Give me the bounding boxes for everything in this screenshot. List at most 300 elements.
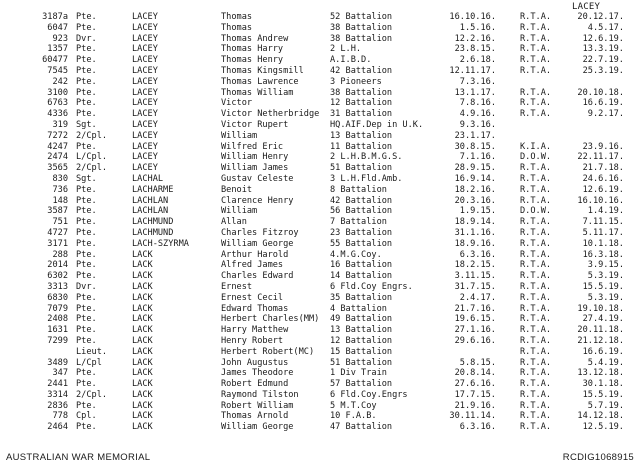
- enlistment-date: 7.3.16.: [459, 76, 496, 87]
- enlistment-date: 21.9.16.: [454, 400, 496, 411]
- table-row: [0, 120, 640, 131]
- service-number: 3313: [47, 281, 68, 292]
- table-row: [0, 260, 640, 271]
- table-row: [0, 44, 640, 55]
- rank: Pte.: [76, 184, 97, 195]
- fate: R.T.A.: [520, 357, 552, 368]
- rank: Lieut.: [76, 346, 108, 357]
- rank: Pte.: [76, 12, 97, 22]
- enlistment-date: 16.9.14.: [454, 173, 496, 184]
- table-row: [0, 98, 640, 109]
- unit: 7 Battalion: [330, 217, 387, 228]
- fate-date: 20.11.18.: [577, 325, 624, 336]
- surname: LACHLAN: [132, 206, 169, 217]
- rank: Pte.: [76, 400, 97, 411]
- fate: R.T.A.: [520, 368, 552, 379]
- surname: LACEY: [132, 119, 158, 130]
- fate: R.T.A.: [520, 173, 552, 184]
- rank: Pte.: [76, 44, 97, 55]
- rank: Pte.: [76, 55, 97, 66]
- surname: LACEY: [132, 65, 158, 76]
- given-names: Thomas Andrew: [221, 33, 289, 44]
- fate-date: 5.3.19.: [587, 271, 624, 282]
- surname: LACK: [132, 271, 153, 282]
- rank: Pte.: [76, 325, 97, 336]
- surname: LACK: [132, 335, 153, 346]
- fate-date: 30.1.18.: [582, 379, 624, 390]
- fate-date: 16.10.16.: [577, 195, 624, 206]
- rank: Pte.: [76, 303, 97, 314]
- fate: D.O.W.: [520, 206, 552, 217]
- unit: 38 Battalion: [330, 87, 393, 98]
- given-names: John Augustus: [221, 357, 289, 368]
- table-row: [0, 271, 640, 282]
- given-names: Victor Netherbridge: [221, 109, 320, 120]
- unit: 1 Div Train: [330, 368, 387, 379]
- fate-date: 4.5.17.: [587, 22, 624, 33]
- rank: Pte.: [76, 98, 97, 109]
- service-number: 6830: [47, 292, 68, 303]
- rank: Pte.: [76, 271, 97, 282]
- rank: 2/Cpl.: [76, 130, 108, 141]
- page-header-surname: LACEY: [572, 2, 601, 12]
- fate: R.T.A.: [520, 271, 552, 282]
- surname: LACK: [132, 292, 153, 303]
- rank: Pte.: [76, 22, 97, 33]
- rank: Pte.: [76, 65, 97, 76]
- enlistment-date: 28.9.15.: [454, 163, 496, 174]
- table-row: [0, 77, 640, 88]
- table-row: [0, 401, 640, 412]
- fate-date: 12.6.19.: [582, 184, 624, 195]
- unit: 13 Battalion: [330, 130, 393, 141]
- rank: Pte.: [76, 227, 97, 238]
- enlistment-date: 30.8.15.: [454, 141, 496, 152]
- service-number: 3187a: [42, 12, 68, 22]
- unit: 35 Battalion: [330, 292, 393, 303]
- surname: LACK: [132, 314, 153, 325]
- rank: Pte.: [76, 314, 97, 325]
- fate-date: 19.10.18.: [577, 303, 624, 314]
- given-names: Gustav Celeste: [221, 173, 294, 184]
- unit: 11 Battalion: [330, 141, 393, 152]
- unit: HQ.AIF.Dep in U.K.: [330, 119, 424, 130]
- fate-date: 20.10.18.: [577, 87, 624, 98]
- fate-date: 5.3.19.: [587, 292, 624, 303]
- rank: L/Cpl.: [76, 152, 108, 163]
- enlistment-date: 18.2.15.: [454, 260, 496, 271]
- surname: LACK: [132, 260, 153, 271]
- enlistment-date: 7.1.16.: [459, 152, 496, 163]
- enlistment-date: 7.8.16.: [459, 98, 496, 109]
- enlistment-date: 23.1.17.: [454, 130, 496, 141]
- fate-date: 7.11.15.: [582, 217, 624, 228]
- table-row: [0, 239, 640, 250]
- nominal-roll-list: [0, 12, 640, 433]
- table-row: [0, 12, 640, 23]
- surname: LACHMUND: [132, 227, 174, 238]
- fate-date: 27.4.19.: [582, 314, 624, 325]
- fate: R.T.A.: [520, 98, 552, 109]
- surname: LACEY: [132, 87, 158, 98]
- service-number: 60477: [42, 55, 68, 66]
- rank: Pte.: [76, 206, 97, 217]
- surname: LACEY: [132, 33, 158, 44]
- table-row: [0, 293, 640, 304]
- service-number: 4336: [47, 109, 68, 120]
- enlistment-date: 21.7.16.: [454, 303, 496, 314]
- table-row: [0, 314, 640, 325]
- unit: 57 Battalion: [330, 379, 393, 390]
- service-number: 2474: [47, 152, 68, 163]
- service-number: 7272: [47, 130, 68, 141]
- fate: R.T.A.: [520, 422, 552, 433]
- surname: LACEY: [132, 163, 158, 174]
- table-row: [0, 142, 640, 153]
- rank: Dvr.: [76, 281, 97, 292]
- unit: 12 Battalion: [330, 98, 393, 109]
- rank: Pte.: [76, 238, 97, 249]
- unit: 4 Battalion: [330, 303, 387, 314]
- unit: 51 Battalion: [330, 357, 393, 368]
- surname: LACHARME: [132, 184, 174, 195]
- enlistment-date: 20.8.14.: [454, 368, 496, 379]
- service-number: 2014: [47, 260, 68, 271]
- fate-date: 23.9.16.: [582, 141, 624, 152]
- surname: LACK: [132, 346, 153, 357]
- unit: 12 Battalion: [330, 335, 393, 346]
- unit: 13 Battalion: [330, 325, 393, 336]
- service-number: 319: [52, 119, 68, 130]
- surname: LACEY: [132, 44, 158, 55]
- unit: A.I.B.D.: [330, 55, 372, 66]
- fate: R.T.A.: [520, 389, 552, 400]
- fate: R.T.A.: [520, 314, 552, 325]
- rank: Pte.: [76, 109, 97, 120]
- table-row: [0, 411, 640, 422]
- surname: LACHLAN: [132, 195, 169, 206]
- given-names: Herbert Charles(MM): [221, 314, 320, 325]
- enlistment-date: 1.5.16.: [459, 22, 496, 33]
- service-number: 3100: [47, 87, 68, 98]
- unit: 15 Battalion: [330, 346, 393, 357]
- service-number: 3314: [47, 389, 68, 400]
- fate: K.I.A.: [520, 141, 552, 152]
- enlistment-date: 16.10.16.: [449, 12, 496, 22]
- fate: R.T.A.: [520, 33, 552, 44]
- given-names: William George: [221, 238, 294, 249]
- enlistment-date: 4.9.16.: [459, 109, 496, 120]
- given-names: Robert William: [221, 400, 294, 411]
- institution-label: AUSTRALIAN WAR MEMORIAL: [6, 452, 151, 463]
- fate: R.T.A.: [520, 109, 552, 120]
- given-names: Edward Thomas: [221, 303, 289, 314]
- unit: 51 Battalion: [330, 163, 393, 174]
- given-names: Charles Edward: [221, 271, 294, 282]
- surname: LACK: [132, 325, 153, 336]
- given-names: Raymond Tilston: [221, 389, 299, 400]
- table-row: [0, 368, 640, 379]
- surname: LACEY: [132, 22, 158, 33]
- unit: 56 Battalion: [330, 206, 393, 217]
- fate-date: 12.5.19.: [582, 422, 624, 433]
- enlistment-date: 1.9.15.: [459, 206, 496, 217]
- surname: LACK: [132, 281, 153, 292]
- surname: LACEY: [132, 152, 158, 163]
- fate-date: 16.6.19.: [582, 346, 624, 357]
- service-number: 830: [52, 173, 68, 184]
- fate-date: 15.5.19.: [582, 281, 624, 292]
- enlistment-date: 31.1.16.: [454, 227, 496, 238]
- unit: 55 Battalion: [330, 238, 393, 249]
- enlistment-date: 9.3.16.: [459, 119, 496, 130]
- unit: 3 Pioneers: [330, 76, 382, 87]
- rank: Pte.: [76, 195, 97, 206]
- given-names: Thomas William: [221, 87, 294, 98]
- service-number: 6763: [47, 98, 68, 109]
- table-row: [0, 347, 640, 358]
- given-names: Robert Edmund: [221, 379, 289, 390]
- given-names: William James: [221, 163, 289, 174]
- service-number: 3489: [47, 357, 68, 368]
- table-row: [0, 23, 640, 34]
- table-row: [0, 304, 640, 315]
- enlistment-date: 6.3.16.: [459, 422, 496, 433]
- given-names: Victor Rupert: [221, 119, 289, 130]
- service-number: 3587: [47, 206, 68, 217]
- unit: 6 Fld.Coy.Engrs: [330, 389, 408, 400]
- service-number: 2464: [47, 422, 68, 433]
- unit: 38 Battalion: [330, 22, 393, 33]
- fate: R.T.A.: [520, 249, 552, 260]
- given-names: Clarence Henry: [221, 195, 294, 206]
- table-row: [0, 206, 640, 217]
- fate-date: 20.12.17.: [577, 12, 624, 22]
- surname: LACEY: [132, 55, 158, 66]
- unit: 5 M.T.Coy: [330, 400, 377, 411]
- given-names: Henry Robert: [221, 335, 284, 346]
- service-number: 4247: [47, 141, 68, 152]
- enlistment-date: 5.8.15.: [459, 357, 496, 368]
- rank: 2/Cpl.: [76, 163, 108, 174]
- fate: R.T.A.: [520, 400, 552, 411]
- fate-date: 5.4.19.: [587, 357, 624, 368]
- given-names: Thomas Harry: [221, 44, 284, 55]
- document-reference: RCDIG1068915: [562, 452, 634, 463]
- table-row: [0, 109, 640, 120]
- table-row: [0, 174, 640, 185]
- given-names: Thomas Henry: [221, 55, 284, 66]
- rank: Pte.: [76, 141, 97, 152]
- fate-date: 13.12.18.: [577, 368, 624, 379]
- unit: 14 Battalion: [330, 271, 393, 282]
- table-row: [0, 422, 640, 433]
- service-number: 4727: [47, 227, 68, 238]
- surname: LACK: [132, 411, 153, 422]
- enlistment-date: 27.1.16.: [454, 325, 496, 336]
- table-row: [0, 358, 640, 369]
- table-row: [0, 66, 640, 77]
- fate: R.T.A.: [520, 12, 552, 22]
- unit: 2 L.H.B.M.G.S.: [330, 152, 403, 163]
- enlistment-date: 2.6.18.: [459, 55, 496, 66]
- surname: LACK: [132, 357, 153, 368]
- unit: 49 Battalion: [330, 314, 393, 325]
- table-row: [0, 250, 640, 261]
- rank: Sgt.: [76, 119, 97, 130]
- given-names: William: [221, 206, 258, 217]
- unit: 4.M.G.Coy.: [330, 249, 382, 260]
- fate: R.T.A.: [520, 195, 552, 206]
- given-names: Alfred James: [221, 260, 284, 271]
- fate-date: 22.11.17.: [577, 152, 624, 163]
- given-names: Thomas: [221, 12, 253, 22]
- table-row: [0, 217, 640, 228]
- fate-date: 5.7.19.: [587, 400, 624, 411]
- fate: R.T.A.: [520, 87, 552, 98]
- fate-date: 9.2.17.: [587, 109, 624, 120]
- enlistment-date: 23.8.15.: [454, 44, 496, 55]
- fate: R.T.A.: [520, 22, 552, 33]
- enlistment-date: 29.6.16.: [454, 335, 496, 346]
- service-number: 3171: [47, 238, 68, 249]
- rank: L/Cpl: [76, 357, 102, 368]
- unit: 47 Battalion: [330, 422, 393, 433]
- fate-date: 24.6.16.: [582, 173, 624, 184]
- surname: LACEY: [132, 76, 158, 87]
- table-row: [0, 282, 640, 293]
- surname: LACEY: [132, 109, 158, 120]
- surname: LACEY: [132, 141, 158, 152]
- given-names: Victor: [221, 98, 253, 109]
- enlistment-date: 20.3.16.: [454, 195, 496, 206]
- given-names: Wilfred Eric: [221, 141, 284, 152]
- fate: R.T.A.: [520, 281, 552, 292]
- table-row: [0, 152, 640, 163]
- surname: LACEY: [132, 130, 158, 141]
- fate: R.T.A.: [520, 335, 552, 346]
- surname: LACH-SZYRMA: [132, 238, 189, 249]
- unit: 38 Battalion: [330, 33, 393, 44]
- table-row: [0, 196, 640, 207]
- surname: LACK: [132, 389, 153, 400]
- service-number: 1357: [47, 44, 68, 55]
- rank: Pte.: [76, 249, 97, 260]
- rank: Pte.: [76, 422, 97, 433]
- unit: 6 Fld.Coy Engrs.: [330, 281, 413, 292]
- given-names: Thomas Kingsmill: [221, 65, 304, 76]
- service-number: 347: [52, 368, 68, 379]
- unit: 42 Battalion: [330, 195, 393, 206]
- table-row: [0, 34, 640, 45]
- surname: LACEY: [132, 98, 158, 109]
- surname: LACHAL: [132, 173, 164, 184]
- enlistment-date: 17.7.15.: [454, 389, 496, 400]
- surname: LACHMUND: [132, 217, 174, 228]
- unit: 16 Battalion: [330, 260, 393, 271]
- unit: 10 F.A.B.: [330, 411, 377, 422]
- fate: R.T.A.: [520, 217, 552, 228]
- table-row: [0, 390, 640, 401]
- given-names: Arthur Harold: [221, 249, 289, 260]
- service-number: 751: [52, 217, 68, 228]
- fate: R.T.A.: [520, 238, 552, 249]
- fate: R.T.A.: [520, 227, 552, 238]
- fate: R.T.A.: [520, 379, 552, 390]
- service-number: 3565: [47, 163, 68, 174]
- surname: LACK: [132, 400, 153, 411]
- rank: Pte.: [76, 379, 97, 390]
- table-row: [0, 325, 640, 336]
- fate: R.T.A.: [520, 346, 552, 357]
- fate: R.T.A.: [520, 325, 552, 336]
- rank: Pte.: [76, 368, 97, 379]
- given-names: Allan: [221, 217, 247, 228]
- enlistment-date: 3.11.15.: [454, 271, 496, 282]
- fate: R.T.A.: [520, 260, 552, 271]
- surname: LACK: [132, 368, 153, 379]
- rank: Pte.: [76, 292, 97, 303]
- enlistment-date: 12.11.17.: [449, 65, 496, 76]
- given-names: William Henry: [221, 152, 289, 163]
- fate-date: 10.1.18.: [582, 238, 624, 249]
- enlistment-date: 31.7.15.: [454, 281, 496, 292]
- given-names: Thomas Arnold: [221, 411, 289, 422]
- fate-date: 16.3.18.: [582, 249, 624, 260]
- fate: R.T.A.: [520, 65, 552, 76]
- rank: Pte.: [76, 76, 97, 87]
- fate-date: 3.9.15.: [587, 260, 624, 271]
- given-names: Benoit: [221, 184, 253, 195]
- fate: R.T.A.: [520, 163, 552, 174]
- enlistment-date: 12.2.16.: [454, 33, 496, 44]
- service-number: 736: [52, 184, 68, 195]
- service-number: 6047: [47, 22, 68, 33]
- fate: R.T.A.: [520, 55, 552, 66]
- enlistment-date: 6.3.16.: [459, 249, 496, 260]
- fate: D.O.W.: [520, 152, 552, 163]
- fate-date: 15.5.19.: [582, 389, 624, 400]
- given-names: Harry Matthew: [221, 325, 289, 336]
- enlistment-date: 19.6.15.: [454, 314, 496, 325]
- table-row: [0, 131, 640, 142]
- unit: 31 Battalion: [330, 109, 393, 120]
- table-row: [0, 379, 640, 390]
- unit: 8 Battalion: [330, 184, 387, 195]
- surname: LACK: [132, 422, 153, 433]
- enlistment-date: 18.2.16.: [454, 184, 496, 195]
- rank: Pte.: [76, 260, 97, 271]
- service-number: 242: [52, 76, 68, 87]
- table-row: [0, 185, 640, 196]
- surname: LACEY: [132, 12, 158, 22]
- unit: 23 Battalion: [330, 227, 393, 238]
- service-number: 7545: [47, 65, 68, 76]
- table-row: [0, 88, 640, 99]
- unit: 3 L.H.Fld.Amb.: [330, 173, 403, 184]
- service-number: 7299: [47, 335, 68, 346]
- fate: R.T.A.: [520, 44, 552, 55]
- fate-date: 16.6.19.: [582, 98, 624, 109]
- fate-date: 21.12.18.: [577, 335, 624, 346]
- enlistment-date: 18.9.16.: [454, 238, 496, 249]
- fate-date: 13.3.19.: [582, 44, 624, 55]
- unit: 2 L.H.: [330, 44, 362, 55]
- service-number: 2441: [47, 379, 68, 390]
- table-row: [0, 55, 640, 66]
- fate: R.T.A.: [520, 411, 552, 422]
- given-names: William George: [221, 422, 294, 433]
